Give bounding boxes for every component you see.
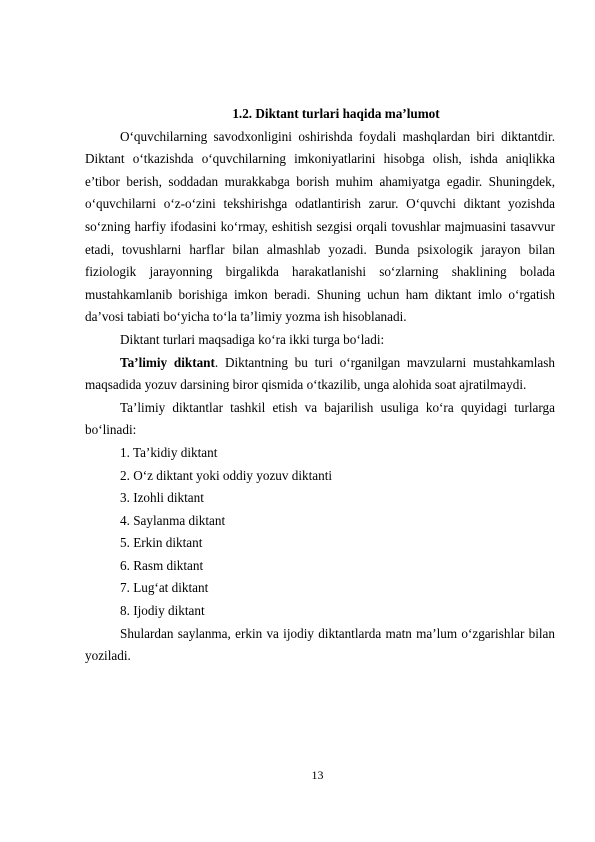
paragraph-conclusion: Shulardan saylanma, erkin va ijodiy diktantlarda matn ma’lum o‘zgarishlar bilan yoziladi. [85, 625, 555, 664]
page-number: 13 [311, 768, 324, 782]
list-item: 1. Ta’kidiy diktant [120, 444, 218, 460]
list-item: 3. Izohli diktant [120, 490, 204, 506]
list-item: 5. Erkin diktant [120, 535, 203, 551]
page-content [85, 103, 555, 668]
paragraph-types-intro: Diktant turlari maqsadiga ko‘ra ikki turga bo‘ladi: [120, 331, 385, 347]
paragraph-educational-dictation [85, 352, 555, 397]
paragraph-subtypes-intro: Ta’limiy diktantlar tashkil etish va bajarilish usuliga ko‘ra quyidagi turlarga bo‘linadi: [85, 399, 555, 438]
paragraph-intro: O‘quvchilarning savodxonligini oshirishda foydali mashqlardan biri diktantdir. Diktant o‘tkazishda o‘quvchilarning imkoniyatlarini hisobga olish, ishda aniqlikka e’tibor berish, soddadan murakkabga borish muhim ahamiyatga egadir. Shuningdek, o‘quvchilarni o‘z-o‘zini tekshirishga odatlantirish zarur. O‘quvchi diktant yozishda so‘zning harfiy ifodasini ko‘rmay, eshitish sezgisi orqali tovushlar majmuasini tasavvur etadi, tovushlarni harflar bilan almashlab yozadi. Bunda psixologik jarayon bilan fiziologik jarayonning birgalikda harakatlanishi so‘zlarning shaklining bolada mustahkamlanib borishiga imkon beradi. Shuning uchun ham diktant imlo o‘rgatish da’vosi tabiati bo‘yicha to‘la ta’limiy yozma ish hisoblanadi. [85, 128, 555, 325]
list-item: 2. O‘z diktant yoki oddiy yozuv diktanti [120, 467, 333, 483]
paragraph-educational-dictation-text: . Diktantning bu turi o‘rganilgan mavzularni mustahkamlash maqsadida yozuv darsining biror qismida o‘tkazilib, unga alohida soat ajratilmaydi. [85, 354, 555, 393]
list-item: 8. Ijodiy diktant [120, 603, 205, 619]
term-educational-dictation: Ta’limiy diktant [120, 354, 215, 370]
list-item: 6. Rasm diktant [120, 557, 204, 573]
section-title: 1.2. Diktant turlari haqida ma’lumot [232, 106, 440, 121]
list-item: 4. Saylanma diktant [120, 512, 226, 528]
dictation-types-list [85, 442, 555, 623]
list-item: 7. Lug‘at diktant [120, 580, 209, 596]
